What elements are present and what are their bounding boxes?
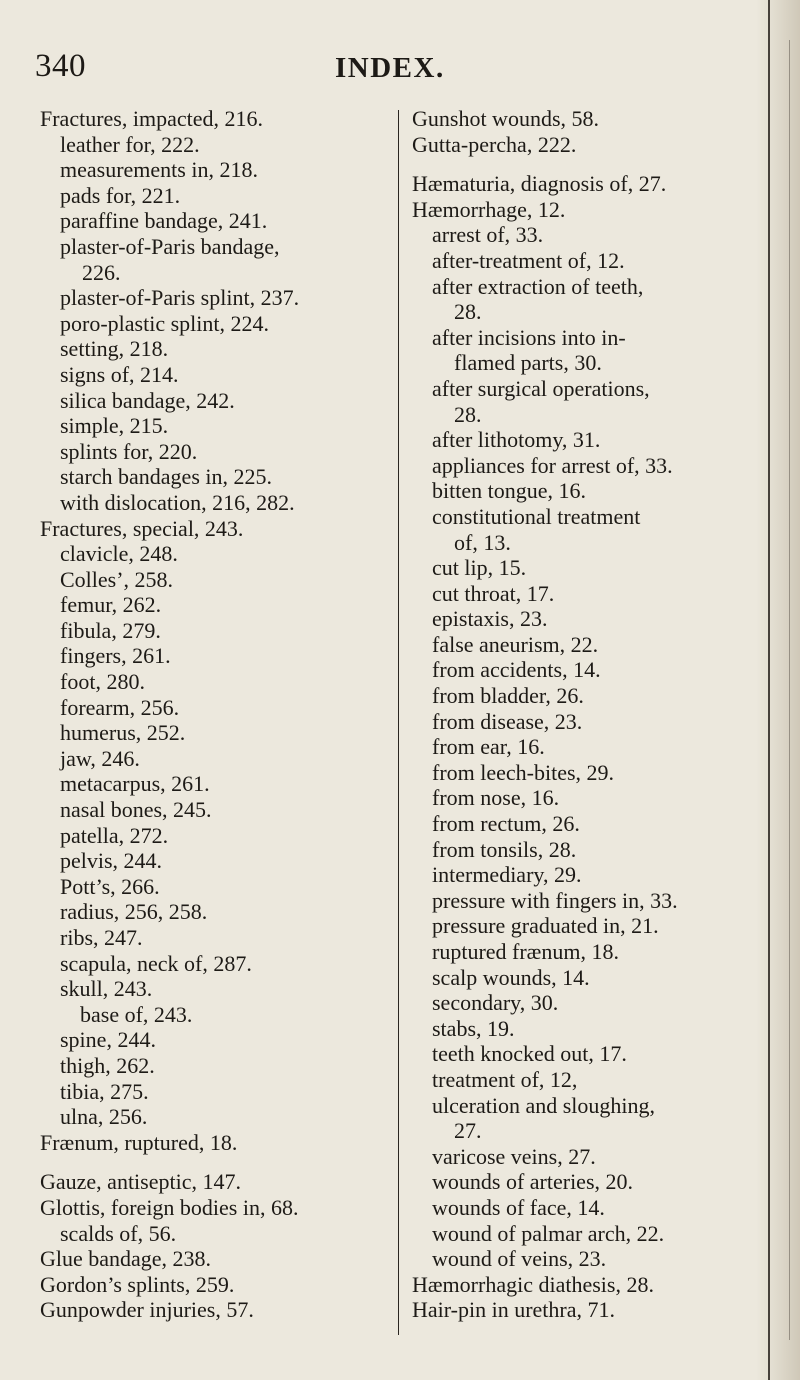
index-continuation: 226. xyxy=(82,259,121,285)
index-subentry: constitutional treatment xyxy=(432,503,641,529)
index-subentry: setting, 218. xyxy=(60,336,169,362)
index-subentry: from bladder, 26. xyxy=(432,683,584,709)
index-subentry: scalds of, 56. xyxy=(60,1220,177,1246)
index-subentry: scalp wounds, 14. xyxy=(432,964,590,990)
index-subentry: nasal bones, 245. xyxy=(60,797,212,823)
index-subentry: after-treatment of, 12. xyxy=(432,247,625,273)
index-subentry: stabs, 19. xyxy=(432,1015,515,1041)
index-subentry: cut throat, 17. xyxy=(432,580,555,606)
index-subentry: foot, 280. xyxy=(60,669,145,695)
index-subentry: wounds of arteries, 20. xyxy=(432,1169,634,1195)
index-heading: Fractures, impacted, 216. xyxy=(40,106,263,131)
index-subentry: plaster-of-Paris splint, 237. xyxy=(60,285,300,311)
index-subentry: pads for, 221. xyxy=(60,182,181,208)
page-header xyxy=(0,48,800,88)
index-subentry: forearm, 256. xyxy=(60,694,180,720)
index-subentry: wound of palmar arch, 22. xyxy=(432,1220,665,1246)
index-continuation: 28. xyxy=(454,401,482,427)
index-column-right xyxy=(412,106,752,1323)
index-subentry: arrest of, 33. xyxy=(432,222,544,248)
index-subentry: false aneurism, 22. xyxy=(432,631,599,657)
page-fold-line xyxy=(789,40,790,1340)
index-subentry: signs of, 214. xyxy=(60,361,179,387)
index-subentry: silica bandage, 242. xyxy=(60,387,235,413)
index-heading: Hæmorrhage, 12. xyxy=(412,196,566,222)
index-subentry: scapula, neck of, 287. xyxy=(60,950,252,976)
index-subentry: base of, 243. xyxy=(80,1001,193,1027)
index-subentry: pressure graduated in, 21. xyxy=(432,913,659,939)
index-heading: Fractures, special, 243. xyxy=(40,515,244,541)
index-heading: Hæmaturia, diagnosis of, 27. xyxy=(412,171,667,197)
index-subentry: Pott’s, 266. xyxy=(60,873,160,899)
index-subentry: with dislocation, 216, 282. xyxy=(60,489,295,515)
index-subentry: tibia, 275. xyxy=(60,1078,149,1104)
index-subentry: paraffine bandage, 241. xyxy=(60,208,268,234)
index-subentry: spine, 244. xyxy=(60,1027,156,1053)
index-subentry: measurements in, 218. xyxy=(60,157,258,183)
section-gap xyxy=(40,1155,395,1169)
binding-rule xyxy=(768,0,770,1380)
index-subentry: after incisions into in- xyxy=(432,324,626,350)
index-continuation: 28. xyxy=(454,299,482,325)
index-heading: Gunshot wounds, 58. xyxy=(412,106,600,131)
index-subentry: appliances for arrest of, 33. xyxy=(432,452,673,478)
index-subentry: starch bandages in, 225. xyxy=(60,464,272,490)
index-subentry: simple, 215. xyxy=(60,413,169,439)
index-subentry: leather for, 222. xyxy=(60,131,200,157)
index-subentry: after extraction of teeth, xyxy=(432,273,644,299)
index-subentry: epistaxis, 23. xyxy=(432,606,548,632)
index-subentry: metacarpus, 261. xyxy=(60,771,210,797)
index-subentry: from rectum, 26. xyxy=(432,811,580,837)
index-subentry: thigh, 262. xyxy=(60,1052,155,1078)
index-heading: Gauze, antiseptic, 147. xyxy=(40,1169,241,1195)
index-heading: Frænum, ruptured, 18. xyxy=(40,1129,238,1155)
index-subentry: humerus, 252. xyxy=(60,720,186,746)
index-subentry: pelvis, 244. xyxy=(60,848,163,874)
index-subentry: radius, 256, 258. xyxy=(60,899,208,925)
index-subentry: secondary, 30. xyxy=(432,990,559,1016)
index-subentry: bitten tongue, 16. xyxy=(432,478,586,504)
index-subentry: splints for, 220. xyxy=(60,438,198,464)
index-heading: Gordon’s splints, 259. xyxy=(40,1271,235,1297)
running-head: INDEX. xyxy=(335,52,445,84)
index-subentry: plaster-of-Paris bandage, xyxy=(60,233,280,259)
index-subentry: wound of veins, 23. xyxy=(432,1246,607,1272)
index-subentry: fibula, 279. xyxy=(60,617,161,643)
index-subentry: from accidents, 14. xyxy=(432,657,601,683)
index-subentry: from ear, 16. xyxy=(432,734,545,760)
index-subentry: from leech-bites, 29. xyxy=(432,759,615,785)
index-subentry: after lithotomy, 31. xyxy=(432,427,601,453)
index-heading: Glottis, foreign bodies in, 68. xyxy=(40,1194,299,1220)
index-heading: Glue bandage, 238. xyxy=(40,1246,212,1272)
index-subentry: poro-plastic splint, 224. xyxy=(60,310,269,336)
index-column-left xyxy=(40,106,395,1323)
index-heading: Hæmorrhagic diathesis, 28. xyxy=(412,1271,654,1297)
index-heading: Gunpowder injuries, 57. xyxy=(40,1297,254,1323)
index-subentry: wounds of face, 14. xyxy=(432,1194,605,1220)
index-subentry: intermediary, 29. xyxy=(432,862,582,888)
index-subentry: ruptured frænum, 18. xyxy=(432,939,619,964)
index-continuation: flamed parts, 30. xyxy=(454,350,602,376)
index-subentry: treatment of, 12, xyxy=(432,1066,578,1092)
index-continuation: 27. xyxy=(454,1118,482,1144)
section-gap xyxy=(412,157,752,171)
index-heading: Hair-pin in urethra, 71. xyxy=(412,1297,615,1323)
index-subentry: from disease, 23. xyxy=(432,708,583,734)
index-subentry: ulna, 256. xyxy=(60,1104,148,1130)
index-subentry: cut lip, 15. xyxy=(432,555,527,581)
index-subentry: from nose, 16. xyxy=(432,785,560,811)
index-subentry: ribs, 247. xyxy=(60,925,143,950)
index-subentry: skull, 243. xyxy=(60,976,153,1002)
facing-page-edge xyxy=(756,0,800,1380)
index-subentry: fingers, 261. xyxy=(60,643,171,669)
index-subentry: jaw, 246. xyxy=(60,745,140,771)
index-subentry: clavicle, 248. xyxy=(60,541,178,567)
index-continuation: of, 13. xyxy=(454,529,511,555)
index-subentry: after surgical operations, xyxy=(432,375,650,401)
index-subentry: from tonsils, 28. xyxy=(432,836,577,862)
index-subentry: patella, 272. xyxy=(60,822,169,848)
index-subentry: pressure with fingers in, 33. xyxy=(432,887,678,913)
index-subentry: femur, 262. xyxy=(60,592,162,618)
index-subentry: ulceration and sloughing, xyxy=(432,1092,656,1118)
index-subentry: teeth knocked out, 17. xyxy=(432,1041,627,1067)
page-number: 340 xyxy=(35,48,86,84)
index-heading: Gutta-percha, 222. xyxy=(412,131,577,157)
column-rule xyxy=(398,110,399,1335)
index-subentry: Colles’, 258. xyxy=(60,566,174,592)
index-subentry: varicose veins, 27. xyxy=(432,1143,596,1169)
